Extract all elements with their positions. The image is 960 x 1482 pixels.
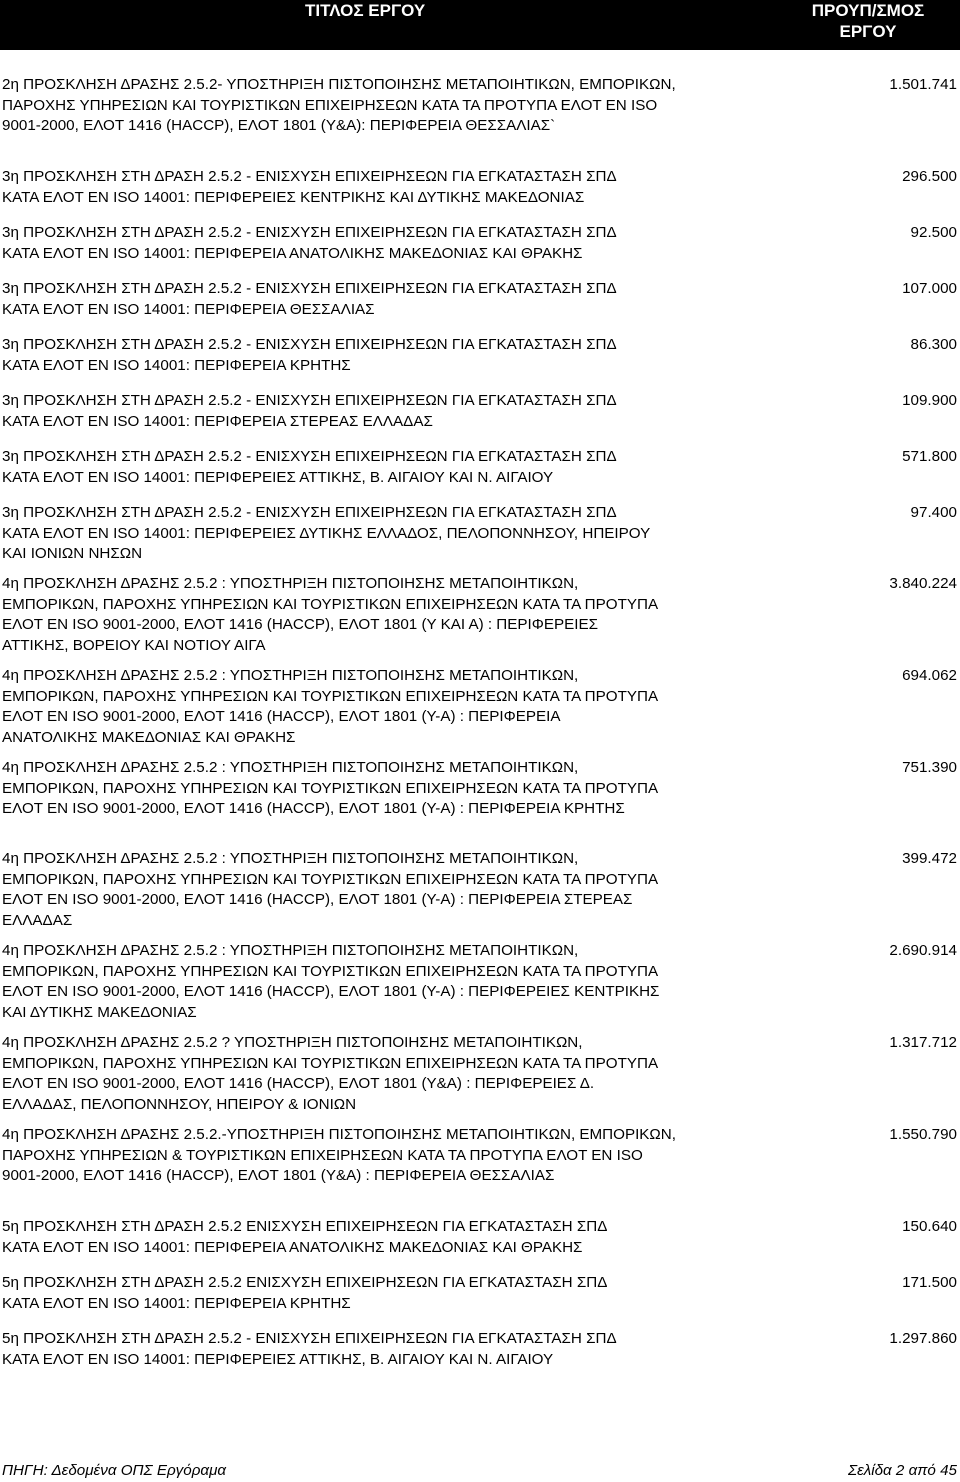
- column-header-budget: ΠΡΟΥΠ/ΣΜΟΣ ΕΡΓΟΥ: [811, 1, 925, 41]
- project-title: 3η ΠΡΟΣΚΛΗΣΗ ΣΤΗ ΔΡΑΣΗ 2.5.2 - ΕΝΙΣΧΥΣΗ ΕΠΙΧΕΙΡΗΣΕΩΝ ΓΙΑ ΕΓΚΑΤΑΣΤΑΣΗ ΣΠΔ ΚΑΤΑ ΕΛΟΤ ΕΝ ISO 14001: ΠΕΡΙΦΕΡΕΙΕΣ ΑΤΤΙΚΗΣ, Β. ΑΙΓΑΙΟΥ ΚΑΙ Ν. ΑΙΓΑΙΟΥ: [2, 448, 617, 486]
- project-budget: 1.297.860: [889, 1330, 957, 1347]
- project-title: 2η ΠΡΟΣΚΛΗΣΗ ΔΡΑΣΗΣ 2.5.2- ΥΠΟΣΤΗΡΙΞΗ ΠΙΣΤΟΠΟΙΗΣΗΣ ΜΕΤΑΠΟΙΗΤΙΚΩΝ, ΕΜΠΟΡΙΚΩΝ, ΠΑΡΟΧΗΣ ΥΠΗΡΕΣΙΩΝ ΚΑΙ ΤΟΥΡΙΣΤΙΚΩΝ ΕΠΙΧΕΙΡΗΣΕΩΝ ΚΑΤΑ ΤΑ ΠΡΟΤΥΠΑ ΕΛΟΤ ΕΝ ISO 9001-2000, ΕΛΟΤ 1416 (HACCP), ΕΛΟΤ 1801 (Υ&Α): ΠΕΡΙΦΕΡΕΙΑ ΘΕΣΣΑΛΙΑΣ`: [2, 76, 676, 134]
- project-title: 4η ΠΡΟΣΚΛΗΣΗ ΔΡΑΣΗΣ 2.5.2.-ΥΠΟΣΤΗΡΙΞΗ ΠΙΣΤΟΠΟΙΗΣΗΣ ΜΕΤΑΠΟΙΗΤΙΚΩΝ, ΕΜΠΟΡΙΚΩΝ, ΠΑΡΟΧΗΣ ΥΠΗΡΕΣΙΩΝ & ΤΟΥΡΙΣΤΙΚΩΝ ΕΠΙΧΕΙΡΗΣΕΩΝ ΚΑΤΑ ΤΑ ΠΡΟΤΥΠΑ ΕΛΟΤ ΕΝ ISO 9001-2000, ΕΛΟΤ 1416 (HACCP), ΕΛΟΤ 1801 (Υ&Α) : ΠΕΡΙΦΕΡΕΙΑ ΘΕΣΣΑΛΙΑΣ: [2, 1126, 676, 1184]
- project-budget: 751.390: [902, 759, 957, 776]
- project-budget: 2.690.914: [889, 942, 957, 959]
- page-footer: [0, 1462, 960, 1482]
- project-title: 4η ΠΡΟΣΚΛΗΣΗ ΔΡΑΣΗΣ 2.5.2 : ΥΠΟΣΤΗΡΙΞΗ ΠΙΣΤΟΠΟΙΗΣΗΣ ΜΕΤΑΠΟΙΗΤΙΚΩΝ, ΕΜΠΟΡΙΚΩΝ, ΠΑΡΟΧΗΣ ΥΠΗΡΕΣΙΩΝ ΚΑΙ ΤΟΥΡΙΣΤΙΚΩΝ ΕΠΙΧΕΙΡΗΣΕΩΝ ΚΑΤΑ ΤΑ ΠΡΟΤΥΠΑ ΕΛΟΤ ΕΝ ISO 9001-2000, ΕΛΟΤ 1416 (HACCP), ΕΛΟΤ 1801 (Υ-Α) : ΠΕΡΙΦΕΡΕΙΕΣ ΚΕΝΤΡΙΚΗΣ ΚΑΙ ΔΥΤΙΚΗΣ ΜΑΚΕΔΟΝΙΑΣ: [2, 942, 660, 1021]
- project-title: 4η ΠΡΟΣΚΛΗΣΗ ΔΡΑΣΗΣ 2.5.2 : ΥΠΟΣΤΗΡΙΞΗ ΠΙΣΤΟΠΟΙΗΣΗΣ ΜΕΤΑΠΟΙΗΤΙΚΩΝ, ΕΜΠΟΡΙΚΩΝ, ΠΑΡΟΧΗΣ ΥΠΗΡΕΣΙΩΝ ΚΑΙ ΤΟΥΡΙΣΤΙΚΩΝ ΕΠΙΧΕΙΡΗΣΕΩΝ ΚΑΤΑ ΤΑ ΠΡΟΤΥΠΑ ΕΛΟΤ ΕΝ ISO 9001-2000, ΕΛΟΤ 1416 (HACCP), ΕΛΟΤ 1801 (Υ ΚΑΙ Α) : ΠΕΡΙΦΕΡΕΙΕΣ ΑΤΤΙΚΗΣ, ΒΟΡΕΙΟΥ ΚΑΙ ΝΟΤΙΟΥ ΑΙΓΑ: [2, 575, 659, 654]
- table-header: [0, 0, 960, 50]
- column-header-title: ΤΙΤΛΟΣ ΕΡΓΟΥ: [305, 1, 426, 20]
- project-budget: 3.840.224: [889, 575, 957, 592]
- project-title: 4η ΠΡΟΣΚΛΗΣΗ ΔΡΑΣΗΣ 2.5.2 : ΥΠΟΣΤΗΡΙΞΗ ΠΙΣΤΟΠΟΙΗΣΗΣ ΜΕΤΑΠΟΙΗΤΙΚΩΝ, ΕΜΠΟΡΙΚΩΝ, ΠΑΡΟΧΗΣ ΥΠΗΡΕΣΙΩΝ ΚΑΙ ΤΟΥΡΙΣΤΙΚΩΝ ΕΠΙΧΕΙΡΗΣΕΩΝ ΚΑΤΑ ΤΑ ΠΡΟΤΥΠΑ ΕΛΟΤ ΕΝ ISO 9001-2000, ΕΛΟΤ 1416 (HACCP), ΕΛΟΤ 1801 (Υ-Α) : ΠΕΡΙΦΕΡΕΙΑ ΑΝΑΤΟΛΙΚΗΣ ΜΑΚΕΔΟΝΙΑΣ ΚΑΙ ΘΡΑΚΗΣ: [2, 667, 659, 746]
- project-title: 3η ΠΡΟΣΚΛΗΣΗ ΣΤΗ ΔΡΑΣΗ 2.5.2 - ΕΝΙΣΧΥΣΗ ΕΠΙΧΕΙΡΗΣΕΩΝ ΓΙΑ ΕΓΚΑΤΑΣΤΑΣΗ ΣΠΔ ΚΑΤΑ ΕΛΟΤ ΕΝ ISO 14001: ΠΕΡΙΦΕΡΕΙΕΣ ΔΥΤΙΚΗΣ ΕΛΛΑΔΟΣ, ΠΕΛΟΠΟΝΝΗΣΟΥ, ΗΠΕΙΡΟΥ ΚΑΙ ΙΟΝΙΩΝ ΝΗΣΩΝ: [2, 504, 651, 562]
- project-budget: 109.900: [902, 392, 957, 409]
- project-title: 5η ΠΡΟΣΚΛΗΣΗ ΣΤΗ ΔΡΑΣΗ 2.5.2 - ΕΝΙΣΧΥΣΗ ΕΠΙΧΕΙΡΗΣΕΩΝ ΓΙΑ ΕΓΚΑΤΑΣΤΑΣΗ ΣΠΔ ΚΑΤΑ ΕΛΟΤ ΕΝ ISO 14001: ΠΕΡΙΦΕΡΕΙΕΣ ΑΤΤΙΚΗΣ, Β. ΑΙΓΑΙΟΥ ΚΑΙ Ν. ΑΙΓΑΙΟΥ: [2, 1330, 617, 1368]
- project-title: 4η ΠΡΟΣΚΛΗΣΗ ΔΡΑΣΗΣ 2.5.2 ? ΥΠΟΣΤΗΡΙΞΗ ΠΙΣΤΟΠΟΙΗΣΗΣ ΜΕΤΑΠΟΙΗΤΙΚΩΝ, ΕΜΠΟΡΙΚΩΝ, ΠΑΡΟΧΗΣ ΥΠΗΡΕΣΙΩΝ ΚΑΙ ΤΟΥΡΙΣΤΙΚΩΝ ΕΠΙΧΕΙΡΗΣΕΩΝ ΚΑΤΑ ΤΑ ΠΡΟΤΥΠΑ ΕΛΟΤ ΕΝ ISO 9001-2000, ΕΛΟΤ 1416 (HACCP), ΕΛΟΤ 1801 (Υ&Α) : ΠΕΡΙΦΕΡΕΙΕΣ Δ. ΕΛΛΑΔΑΣ, ΠΕΛΟΠΟΝΝΗΣΟΥ, ΗΠΕΙΡΟΥ & ΙΟΝΙΩΝ: [2, 1034, 659, 1113]
- project-budget: 1.550.790: [889, 1126, 957, 1143]
- project-title: 3η ΠΡΟΣΚΛΗΣΗ ΣΤΗ ΔΡΑΣΗ 2.5.2 - ΕΝΙΣΧΥΣΗ ΕΠΙΧΕΙΡΗΣΕΩΝ ΓΙΑ ΕΓΚΑΤΑΣΤΑΣΗ ΣΠΔ ΚΑΤΑ ΕΛΟΤ ΕΝ ISO 14001: ΠΕΡΙΦΕΡΕΙΑ ΑΝΑΤΟΛΙΚΗΣ ΜΑΚΕΔΟΝΙΑΣ ΚΑΙ ΘΡΑΚΗΣ: [2, 224, 617, 262]
- project-budget: 1.501.741: [889, 76, 957, 93]
- page-number: Σελίδα 2 από 45: [847, 1462, 957, 1479]
- project-title: 3η ΠΡΟΣΚΛΗΣΗ ΣΤΗ ΔΡΑΣΗ 2.5.2 - ΕΝΙΣΧΥΣΗ ΕΠΙΧΕΙΡΗΣΕΩΝ ΓΙΑ ΕΓΚΑΤΑΣΤΑΣΗ ΣΠΔ ΚΑΤΑ ΕΛΟΤ ΕΝ ISO 14001: ΠΕΡΙΦΕΡΕΙΑ ΚΡΗΤΗΣ: [2, 336, 617, 374]
- project-budget: 694.062: [902, 667, 957, 684]
- project-budget: 571.800: [902, 448, 957, 465]
- source-note: ΠΗΓΗ: Δεδομένα ΟΠΣ Εργόραμα: [2, 1462, 227, 1479]
- project-budget: 171.500: [902, 1274, 957, 1291]
- project-budget: 92.500: [910, 224, 957, 241]
- project-title: 3η ΠΡΟΣΚΛΗΣΗ ΣΤΗ ΔΡΑΣΗ 2.5.2 - ΕΝΙΣΧΥΣΗ ΕΠΙΧΕΙΡΗΣΕΩΝ ΓΙΑ ΕΓΚΑΤΑΣΤΑΣΗ ΣΠΔ ΚΑΤΑ ΕΛΟΤ ΕΝ ISO 14001: ΠΕΡΙΦΕΡΕΙΑ ΘΕΣΣΑΛΙΑΣ: [2, 280, 617, 318]
- project-budget: 296.500: [902, 168, 957, 185]
- project-budget: 150.640: [902, 1218, 957, 1235]
- project-budget: 86.300: [910, 336, 957, 353]
- project-budget: 97.400: [910, 504, 957, 521]
- project-title: 4η ΠΡΟΣΚΛΗΣΗ ΔΡΑΣΗΣ 2.5.2 : ΥΠΟΣΤΗΡΙΞΗ ΠΙΣΤΟΠΟΙΗΣΗΣ ΜΕΤΑΠΟΙΗΤΙΚΩΝ, ΕΜΠΟΡΙΚΩΝ, ΠΑΡΟΧΗΣ ΥΠΗΡΕΣΙΩΝ ΚΑΙ ΤΟΥΡΙΣΤΙΚΩΝ ΕΠΙΧΕΙΡΗΣΕΩΝ ΚΑΤΑ ΤΑ ΠΡΟΤΥΠΑ ΕΛΟΤ ΕΝ ISO 9001-2000, ΕΛΟΤ 1416 (HACCP), ΕΛΟΤ 1801 (Υ-Α) : ΠΕΡΙΦΕΡΕΙΑ ΚΡΗΤΗΣ: [2, 759, 659, 817]
- project-title: 4η ΠΡΟΣΚΛΗΣΗ ΔΡΑΣΗΣ 2.5.2 : ΥΠΟΣΤΗΡΙΞΗ ΠΙΣΤΟΠΟΙΗΣΗΣ ΜΕΤΑΠΟΙΗΤΙΚΩΝ, ΕΜΠΟΡΙΚΩΝ, ΠΑΡΟΧΗΣ ΥΠΗΡΕΣΙΩΝ ΚΑΙ ΤΟΥΡΙΣΤΙΚΩΝ ΕΠΙΧΕΙΡΗΣΕΩΝ ΚΑΤΑ ΤΑ ΠΡΟΤΥΠΑ ΕΛΟΤ ΕΝ ISO 9001-2000, ΕΛΟΤ 1416 (HACCP), ΕΛΟΤ 1801 (Υ-Α) : ΠΕΡΙΦΕΡΕΙΑ ΣΤΕΡΕΑΣ ΕΛΛΑΔΑΣ: [2, 850, 659, 929]
- project-title: 5η ΠΡΟΣΚΛΗΣΗ ΣΤΗ ΔΡΑΣΗ 2.5.2 ΕΝΙΣΧΥΣΗ ΕΠΙΧΕΙΡΗΣΕΩΝ ΓΙΑ ΕΓΚΑΤΑΣΤΑΣΗ ΣΠΔ ΚΑΤΑ ΕΛΟΤ ΕΝ ISO 14001: ΠΕΡΙΦΕΡΕΙΑ ΑΝΑΤΟΛΙΚΗΣ ΜΑΚΕΔΟΝΙΑΣ ΚΑΙ ΘΡΑΚΗΣ: [2, 1218, 608, 1256]
- project-title: 5η ΠΡΟΣΚΛΗΣΗ ΣΤΗ ΔΡΑΣΗ 2.5.2 ΕΝΙΣΧΥΣΗ ΕΠΙΧΕΙΡΗΣΕΩΝ ΓΙΑ ΕΓΚΑΤΑΣΤΑΣΗ ΣΠΔ ΚΑΤΑ ΕΛΟΤ ΕΝ ISO 14001: ΠΕΡΙΦΕΡΕΙΑ ΚΡΗΤΗΣ: [2, 1274, 608, 1312]
- project-title: 3η ΠΡΟΣΚΛΗΣΗ ΣΤΗ ΔΡΑΣΗ 2.5.2 - ΕΝΙΣΧΥΣΗ ΕΠΙΧΕΙΡΗΣΕΩΝ ΓΙΑ ΕΓΚΑΤΑΣΤΑΣΗ ΣΠΔ ΚΑΤΑ ΕΛΟΤ ΕΝ ISO 14001: ΠΕΡΙΦΕΡΕΙΑ ΣΤΕΡΕΑΣ ΕΛΛΑΔΑΣ: [2, 392, 617, 430]
- project-budget: 399.472: [902, 850, 957, 867]
- project-budget: 1.317.712: [889, 1034, 957, 1051]
- project-budget: 107.000: [902, 280, 957, 297]
- project-title: 3η ΠΡΟΣΚΛΗΣΗ ΣΤΗ ΔΡΑΣΗ 2.5.2 - ΕΝΙΣΧΥΣΗ ΕΠΙΧΕΙΡΗΣΕΩΝ ΓΙΑ ΕΓΚΑΤΑΣΤΑΣΗ ΣΠΔ ΚΑΤΑ ΕΛΟΤ ΕΝ ISO 14001: ΠΕΡΙΦΕΡΕΙΕΣ ΚΕΝΤΡΙΚΗΣ ΚΑΙ ΔΥΤΙΚΗΣ ΜΑΚΕΔΟΝΙΑΣ: [2, 168, 617, 206]
